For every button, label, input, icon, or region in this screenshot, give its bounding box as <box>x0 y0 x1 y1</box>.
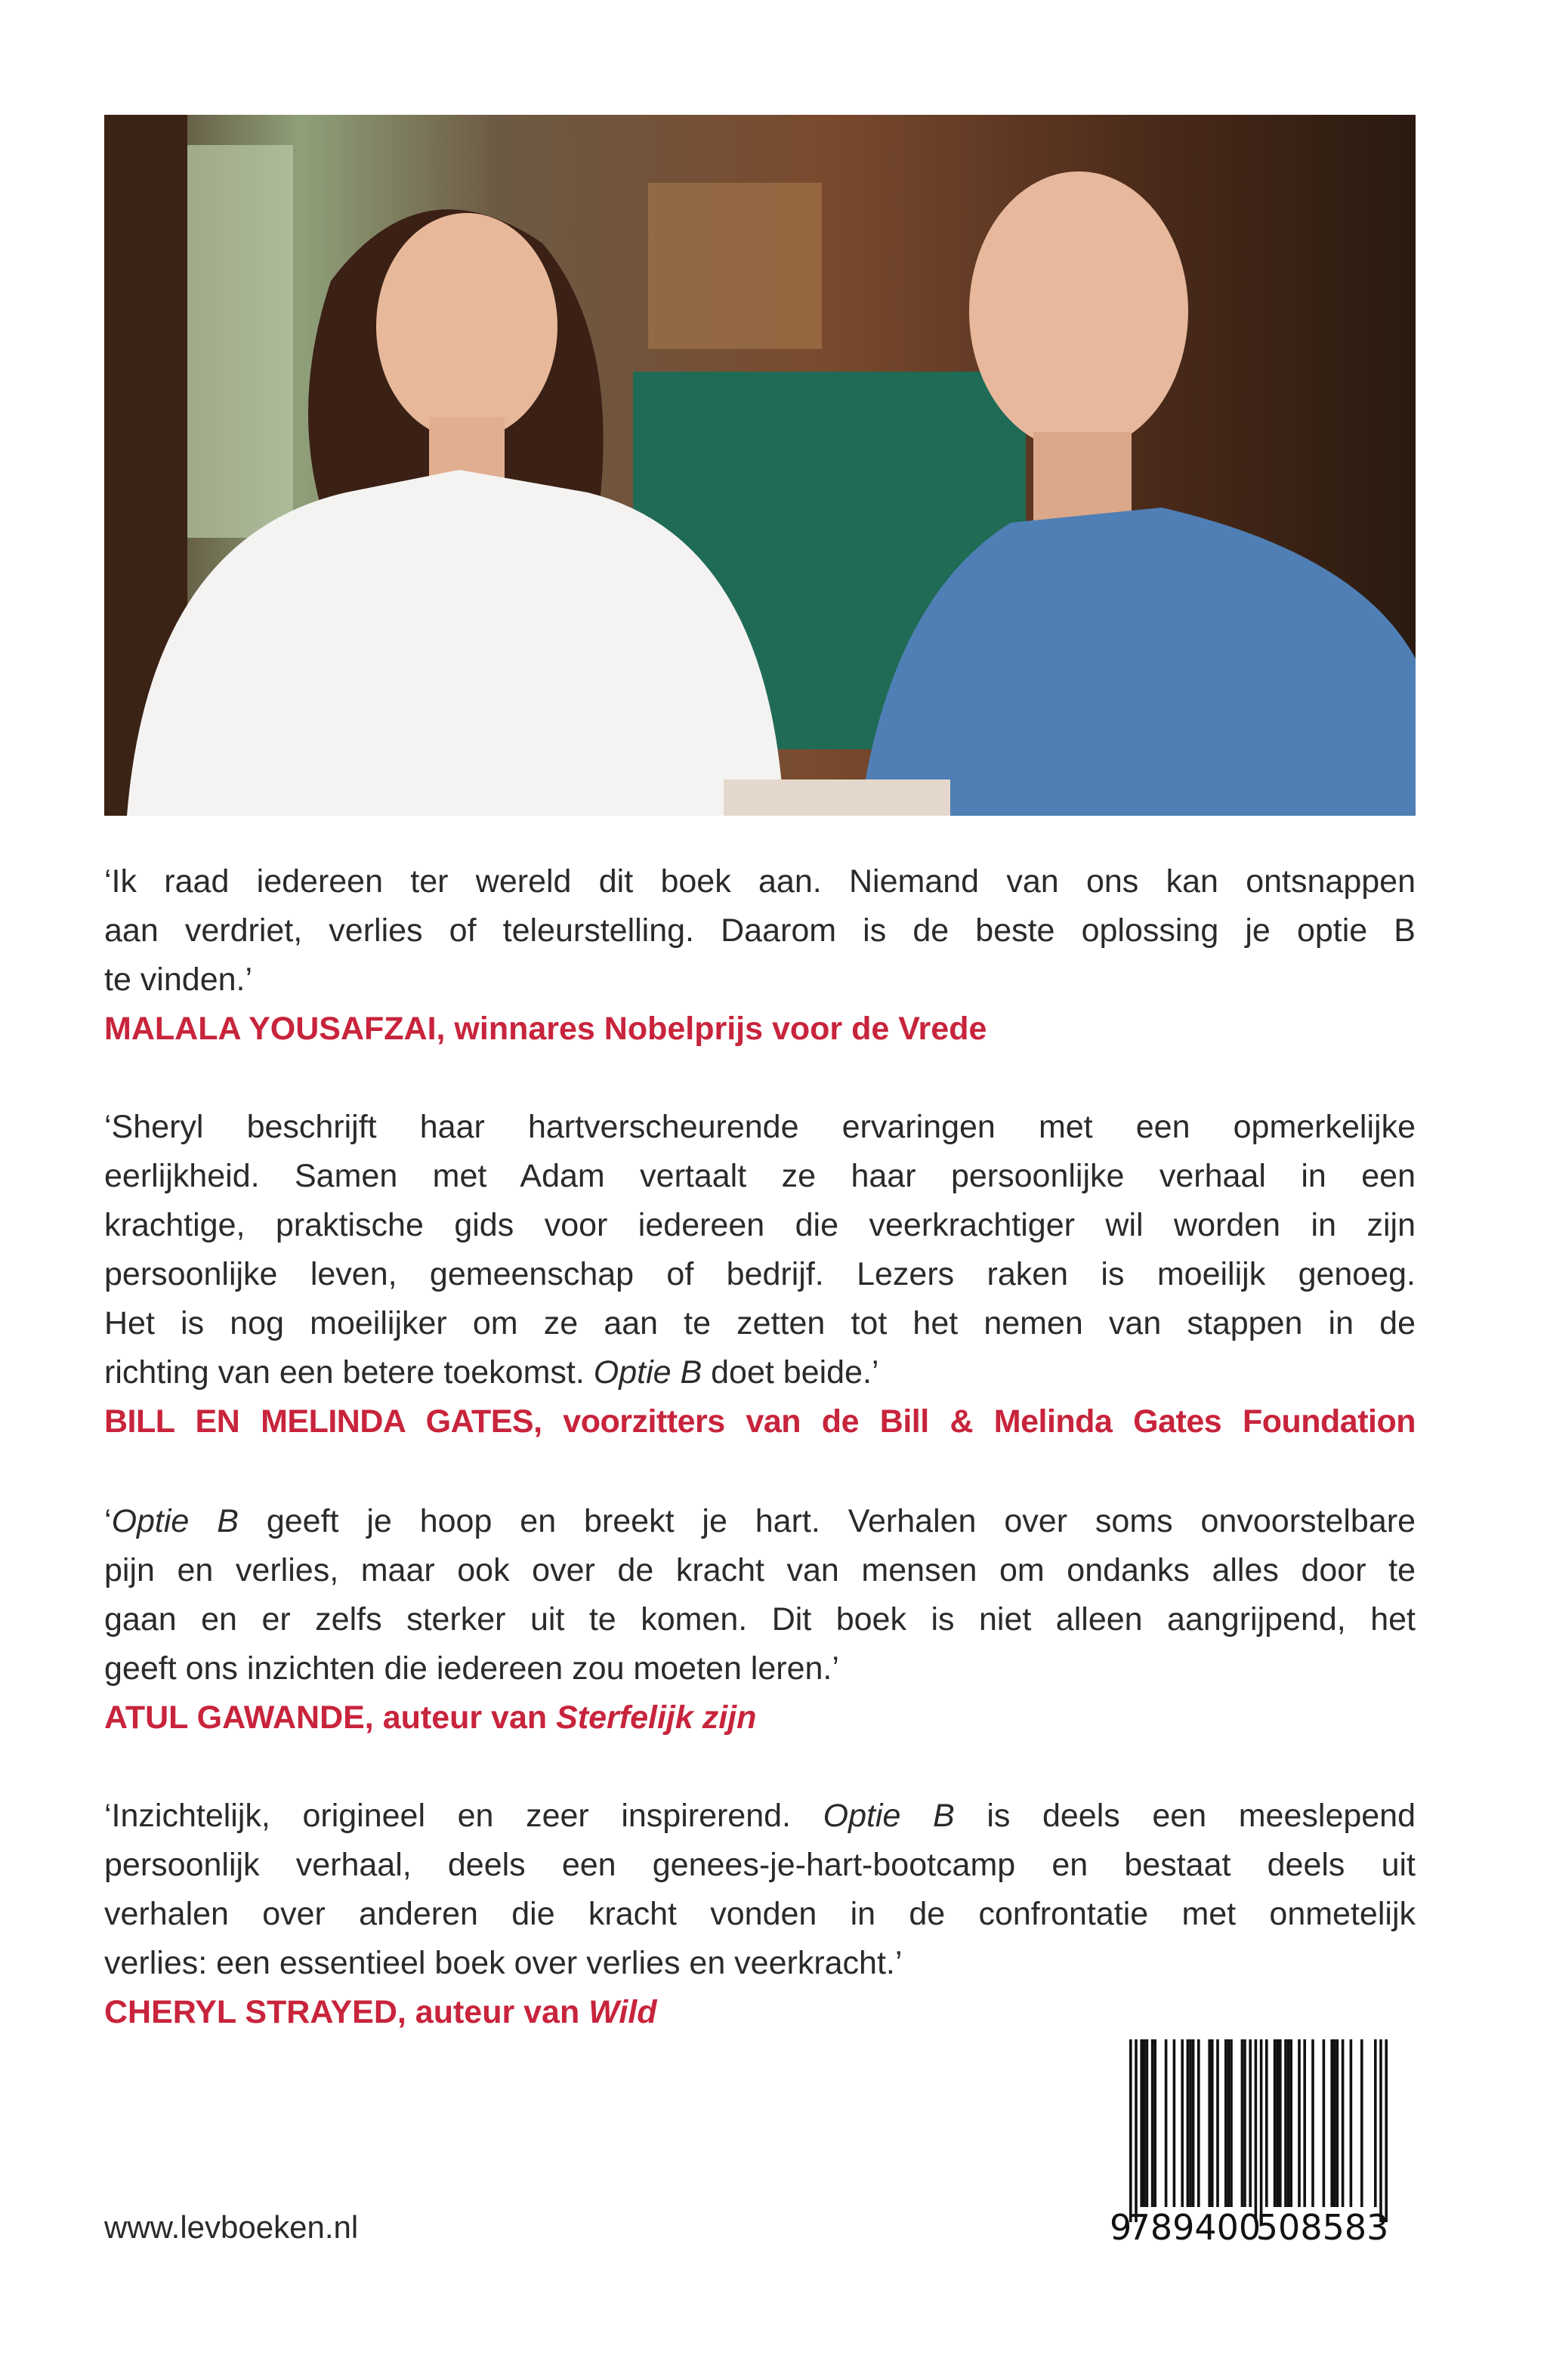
quote-line <box>104 906 1416 955</box>
text-segment: CHERYL STRAYED, auteur van <box>104 1994 589 2030</box>
quote-line <box>104 1595 1416 1644</box>
text-segment: Optie B <box>111 1503 239 1539</box>
isbn-barcode <box>1107 2018 1416 2245</box>
barcode-bar <box>1350 2039 1353 2207</box>
barcode-bar <box>1249 2039 1252 2207</box>
quote-line <box>104 1250 1416 1299</box>
text-segment: BILL EN MELINDA GATES, voorzitters van de Bill & Melinda Gates Foundation <box>104 1403 1416 1440</box>
testimonial-quote <box>104 857 1416 1054</box>
quote-line <box>104 1939 1416 1988</box>
quote-line <box>104 1497 1416 1546</box>
text-segment: Sterfelijk zijn <box>556 1699 757 1736</box>
barcode-bar <box>1298 2039 1301 2207</box>
barcode-bar <box>1323 2039 1326 2207</box>
barcode-bar <box>1379 2039 1382 2222</box>
quote-line <box>104 857 1416 906</box>
text-segment: gaan en er zelfs sterker uit te komen. Dit boek is niet alleen aangrijpend, het <box>104 1601 1416 1638</box>
testimonial-quote <box>104 1103 1416 1446</box>
barcode-bar <box>1181 2039 1184 2207</box>
text-segment: krachtige, praktische gids voor iedereen die veerkrachtiger wil worden in zijn <box>104 1207 1416 1243</box>
quote-attribution <box>104 1693 1416 1743</box>
text-segment: Het is nog moeilijker om ze aan te zetten tot het nemen van stappen in de <box>104 1305 1416 1341</box>
text-segment: Optie B <box>823 1798 955 1834</box>
text-segment: eerlijkheid. Samen met Adam vertaalt ze haar persoonlijke verhaal in een <box>104 1158 1416 1194</box>
barcode-bar <box>1342 2039 1345 2207</box>
text-segment: ‘Ik raad iedereen ter wereld dit boek aan. Niemand van ons kan ontsnappen <box>104 863 1416 900</box>
barcode-bar <box>1197 2039 1200 2207</box>
barcode-digits: 508583 <box>1255 2207 1389 2245</box>
barcode-bar <box>1311 2039 1314 2207</box>
text-segment: MALALA YOUSAFZAI, winnares Nobelprijs voor de Vrede <box>104 1011 987 1047</box>
text-segment: ‘Inzichtelijk, origineel en zeer inspirerend. <box>104 1798 823 1834</box>
text-segment: richting van een betere toekomst. <box>104 1354 594 1391</box>
barcode-bar <box>1374 2039 1377 2207</box>
quote-line <box>104 1890 1416 1939</box>
testimonial-quote <box>104 1792 1416 2037</box>
barcode-bar <box>1241 2039 1244 2207</box>
publisher-website[interactable]: www.levboeken.nl <box>104 2209 359 2245</box>
barcode-bar <box>1151 2039 1154 2207</box>
text-segment: persoonlijke leven, gemeenschap of bedrijf. Lezers raken is moeilijk genoeg. <box>104 1256 1416 1292</box>
text-segment: te vinden.’ <box>104 962 253 998</box>
barcode-digits: 9 <box>1110 2207 1132 2245</box>
text-segment: pijn en verlies, maar ook over de kracht van mensen om ondanks alles door te <box>104 1552 1416 1588</box>
barcode-bar <box>1330 2039 1333 2207</box>
author-photo <box>104 115 1416 816</box>
text-segment: is deels een meeslepend <box>954 1798 1416 1834</box>
barcode-bar <box>1187 2039 1190 2207</box>
barcode-digits: 789400 <box>1128 2207 1261 2245</box>
barcode-bar <box>1208 2039 1211 2207</box>
quote-line <box>104 1299 1416 1348</box>
barcode-bar <box>1146 2039 1149 2207</box>
barcode-bar <box>1243 2039 1246 2207</box>
text-segment: geeft ons inzichten die iedereen zou moeten leren.’ <box>104 1650 839 1687</box>
text-segment: persoonlijk verhaal, deels een genees-je-hart-bootcamp en bestaat deels uit <box>104 1847 1416 1883</box>
text-segment: verlies: een essentieel boek over verlies en veerkracht.’ <box>104 1945 903 1981</box>
barcode-bar <box>1165 2039 1168 2207</box>
barcode-bar <box>1143 2039 1146 2207</box>
barcode-bar <box>1274 2039 1277 2207</box>
text-segment: verhalen over anderen die kracht vonden in de confrontatie met onmetelijk <box>104 1896 1416 1932</box>
barcode-bar <box>1173 2039 1176 2207</box>
barcode-bar <box>1211 2039 1214 2207</box>
quote-line <box>104 1348 1416 1397</box>
text-segment: geeft je hoop en breekt je hart. Verhalen over soms onvoorstelbare <box>238 1503 1416 1539</box>
testimonial-quote <box>104 1497 1416 1743</box>
barcode-bar <box>1153 2039 1156 2207</box>
text-segment: aan verdriet, verlies of teleurstelling. Daarom is de beste oplossing je optie B <box>104 912 1416 949</box>
barcode-bar <box>1189 2039 1192 2207</box>
text-segment: ATUL GAWANDE, auteur van <box>104 1699 557 1736</box>
quote-line <box>104 1152 1416 1201</box>
barcode-bar <box>1140 2039 1143 2207</box>
barcode-bar <box>1230 2039 1233 2207</box>
text-segment: Wild <box>588 1994 657 2030</box>
barcode-bar <box>1260 2039 1263 2222</box>
text-segment: ‘Sheryl beschrijft haar hartverscheurende ervaringen met een opmerkelijke <box>104 1109 1416 1145</box>
quote-line <box>104 1201 1416 1250</box>
text-segment: ‘ <box>104 1503 112 1539</box>
barcode-bar <box>1336 2039 1339 2207</box>
barcode-bar <box>1265 2039 1268 2207</box>
barcode-bar <box>1333 2039 1336 2207</box>
barcode-bar <box>1360 2039 1363 2207</box>
quote-line <box>104 955 1416 1005</box>
barcode-bar <box>1279 2039 1282 2207</box>
quote-line <box>104 1546 1416 1595</box>
barcode-bar <box>1216 2039 1219 2207</box>
barcode-bar <box>1224 2039 1227 2207</box>
barcode-bar <box>1135 2039 1138 2222</box>
barcode-bar <box>1276 2039 1279 2207</box>
barcode-bar <box>1385 2039 1388 2222</box>
quote-attribution <box>104 1005 1416 1054</box>
barcode-bar <box>1289 2039 1292 2207</box>
quote-line <box>104 1841 1416 1890</box>
quote-line <box>104 1644 1416 1693</box>
text-segment: Optie B <box>593 1354 702 1391</box>
barcode-bar <box>1192 2039 1195 2207</box>
quote-attribution <box>104 1397 1416 1446</box>
text-segment: doet beide.’ <box>702 1354 879 1391</box>
barcode-bar <box>1255 2039 1258 2222</box>
barcode-bar <box>1129 2039 1132 2222</box>
barcode-bar <box>1227 2039 1230 2207</box>
barcode-bar <box>1284 2039 1287 2207</box>
quote-line <box>104 1792 1416 1841</box>
barcode-bar <box>1287 2039 1290 2207</box>
barcode-bar <box>1303 2039 1306 2207</box>
quote-line <box>104 1103 1416 1152</box>
